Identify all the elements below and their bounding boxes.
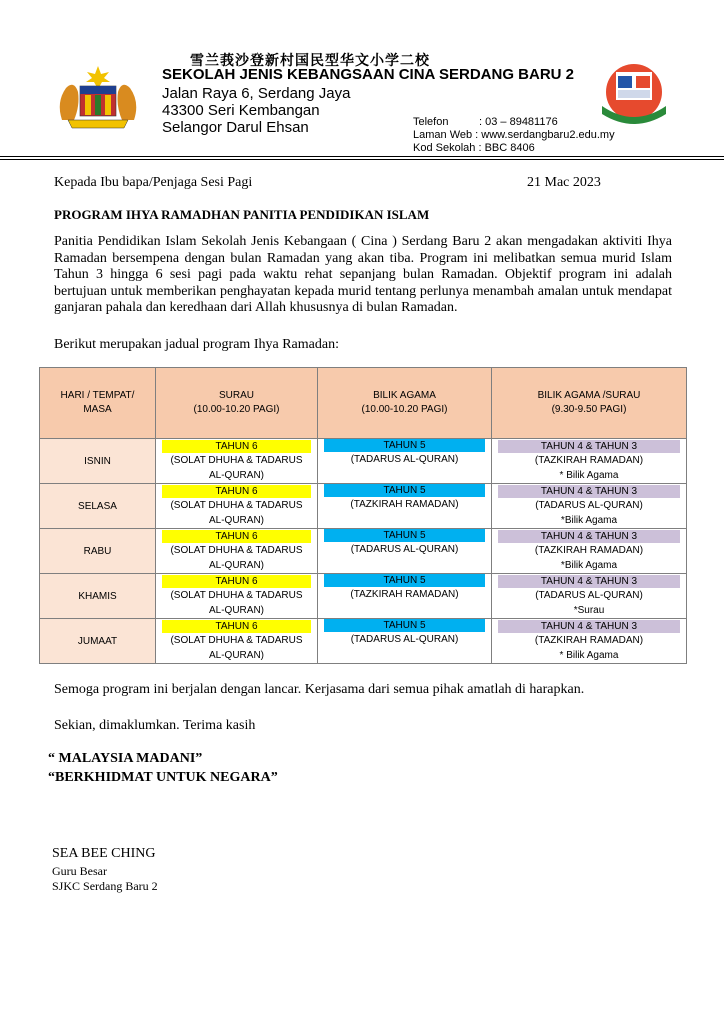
bilik-agama-cell: TAHUN 5 (TAZKIRAH RAMADAN) [318,484,492,529]
tahun-5-tag: TAHUN 5 [324,484,485,497]
website-value: : www.serdangbaru2.edu.my [475,129,615,141]
signer-title: Guru Besar [52,864,107,878]
day-cell: JUMAAT [40,619,156,664]
tahun-5-tag: TAHUN 5 [324,574,485,587]
tahun-5-tag: TAHUN 5 [324,619,485,632]
schedule-table [39,367,687,664]
bilik-agama-cell: TAHUN 5 (TADARUS AL-QURAN) [318,619,492,664]
letter-date: 21 Mac 2023 [527,175,601,190]
tahun-4-3-tag: TAHUN 4 & TAHUN 3 [498,530,680,543]
header-bilik-agama: BILIK AGAMA (10.00-10.20 PAGI) [318,368,492,439]
header-bilik-agama-surau: BILIK AGAMA /SURAU (9.30-9.50 PAGI) [492,368,687,439]
day-cell: ISNIN [40,439,156,484]
closing-thanks: Sekian, dimaklumkan. Terima kasih [54,718,256,733]
recipient: Kepada Ibu bapa/Penjaga Sesi Pagi [54,175,253,190]
school-code-value: : BBC 8406 [478,142,535,154]
table-row [40,574,687,619]
bilik-agama-surau-cell: TAHUN 4 & TAHUN 3 (TAZKIRAH RAMADAN) *Bilik Agama [492,529,687,574]
bilik-agama-cell: TAHUN 5 (TADARUS AL-QURAN) [318,529,492,574]
slogan-madani: “ MALAYSIA MADANI” [48,751,203,766]
surau-cell: TAHUN 6 (SOLAT DHUHA & TADARUS AL-QURAN) [156,439,318,484]
bilik-agama-surau-cell: TAHUN 4 & TAHUN 3 (TADARUS AL-QURAN) *Surau [492,574,687,619]
letterhead-divider-2 [0,159,724,160]
closing-remark: Semoga program ini berjalan dengan lancar. Kerjasama dari semua pihak amatlah di harapkan. [54,682,585,697]
day-cell: SELASA [40,484,156,529]
signer-school: SJKC Serdang Baru 2 [52,879,158,893]
tahun-4-3-tag: TAHUN 4 & TAHUN 3 [498,575,680,588]
school-name: SEKOLAH JENIS KEBANGSAAN CINA SERDANG BARU 2 [162,66,574,83]
telefon-line [413,116,558,128]
address-line-1: Jalan Raya 6, Serdang Jaya [162,85,351,102]
surau-cell: TAHUN 6 (SOLAT DHUHA & TADARUS AL-QURAN) [156,574,318,619]
signer-name: SEA BEE CHING [52,846,156,861]
slogan-berkhidmat: “BERKHIDMAT UNTUK NEGARA” [48,770,278,785]
surau-cell: TAHUN 6 (SOLAT DHUHA & TADARUS AL-QURAN) [156,484,318,529]
schedule-intro: Berikut merupakan jadual program Ihya Ramadan: [54,337,339,352]
tahun-4-3-tag: TAHUN 4 & TAHUN 3 [498,620,680,633]
header-surau: SURAU (10.00-10.20 PAGI) [156,368,318,439]
school-code-line [413,142,535,154]
tahun-5-tag: TAHUN 5 [324,529,485,542]
telefon-label: Telefon [413,116,449,128]
tahun-6-tag: TAHUN 6 [162,440,311,453]
tahun-6-tag: TAHUN 6 [162,530,311,543]
tahun-4-3-tag: TAHUN 4 & TAHUN 3 [498,440,680,453]
table-row [40,529,687,574]
tahun-6-tag: TAHUN 6 [162,575,311,588]
tahun-6-tag: TAHUN 6 [162,620,311,633]
day-cell: KHAMIS [40,574,156,619]
surau-cell: TAHUN 6 (SOLAT DHUHA & TADARUS AL-QURAN) [156,619,318,664]
tahun-5-tag: TAHUN 5 [324,439,485,452]
letterhead-divider [0,156,724,157]
table-header-row [40,368,687,439]
day-cell: RABU [40,529,156,574]
school-code-label: Kod Sekolah [413,142,476,154]
table-row [40,439,687,484]
bilik-agama-surau-cell: TAHUN 4 & TAHUN 3 (TAZKIRAH RAMADAN) * Bilik Agama [492,439,687,484]
table-row [40,484,687,529]
tahun-4-3-tag: TAHUN 4 & TAHUN 3 [498,485,680,498]
bilik-agama-cell: TAHUN 5 (TADARUS AL-QURAN) [318,439,492,484]
school-logo [596,62,672,128]
surau-cell: TAHUN 6 (SOLAT DHUHA & TADARUS AL-QURAN) [156,529,318,574]
address-line-2: 43300 Seri Kembangan [162,102,320,119]
intro-paragraph: Panitia Pendidikan Islam Sekolah Jenis Kebangaan ( Cina ) Serdang Baru 2 akan mengadakan aktiviti Ihya Ramadan bersempena dengan bulan Ramadan yang akan tiba. Program ini melibatkan semua murid Islam Tahun 3 hingga 6 sesi pagi pada waktu rehat sepanjang bulan Ramadan. Objektif program ini adalah bertujuan untuk memberikan penghayatan kepada murid tentang perlunya menambah amalan untuk mendapat ganjaran pahala dan keredhaan dari Allah khususnya di bulan Ramadan. [54,234,672,315]
website-line [413,129,615,141]
table-row [40,619,687,664]
malaysia-coat-of-arms-logo [52,62,144,130]
telefon-value: : 03 – 89481176 [479,116,558,128]
address-line-3: Selangor Darul Ehsan [162,119,309,136]
website-label: Laman Web [413,129,473,141]
bilik-agama-surau-cell: TAHUN 4 & TAHUN 3 (TAZKIRAH RAMADAN) * Bilik Agama [492,619,687,664]
letter-subject: PROGRAM IHYA RAMADHAN PANITIA PENDIDIKAN ISLAM [54,207,430,222]
bilik-agama-cell: TAHUN 5 (TAZKIRAH RAMADAN) [318,574,492,619]
bilik-agama-surau-cell: TAHUN 4 & TAHUN 3 (TADARUS AL-QURAN) *Bilik Agama [492,484,687,529]
tahun-6-tag: TAHUN 6 [162,485,311,498]
header-day: HARI / TEMPAT/ MASA [40,368,156,439]
school-name-chinese: 雪兰莪沙登新村国民型华文小学二校 [190,53,430,69]
